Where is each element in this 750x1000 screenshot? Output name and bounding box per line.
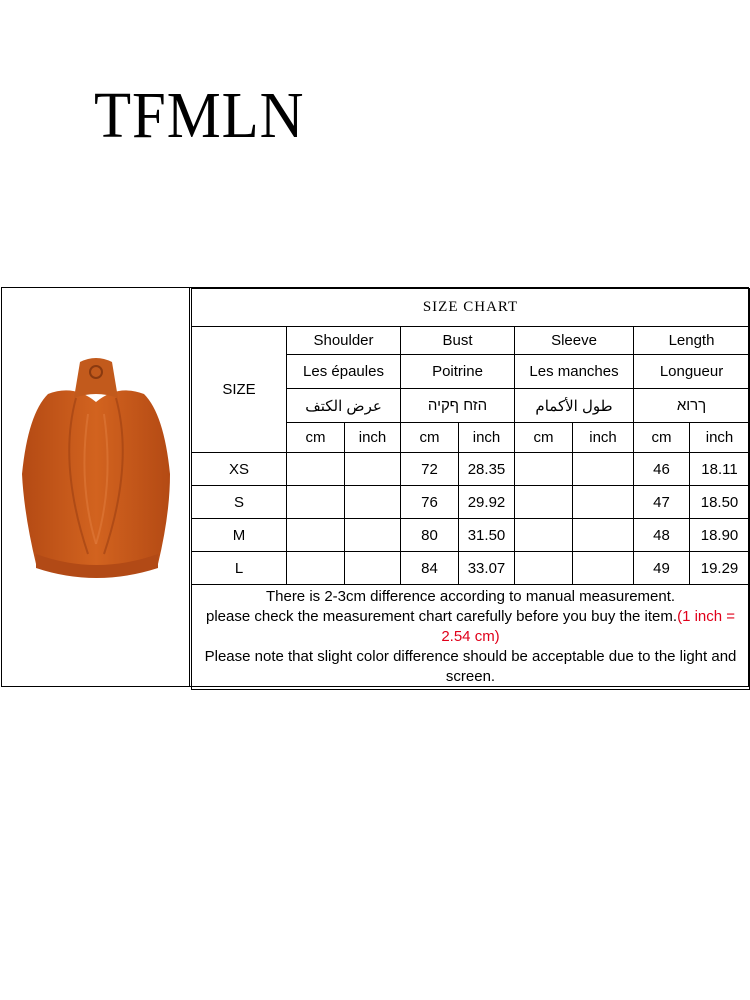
header-sleeve: Sleeve [515, 327, 634, 355]
header-bust: Bust [401, 327, 515, 355]
table-row [192, 486, 750, 519]
value-cell [345, 552, 401, 585]
header-bust-he: הזח ףקיה [401, 389, 515, 423]
size-cell: S [192, 486, 287, 519]
unit-cm: cm [401, 423, 459, 453]
value-cell: 18.11 [690, 453, 750, 486]
header-length: Length [634, 327, 750, 355]
note-line-1: There is 2-3cm difference according to manual measurement. [265, 588, 676, 605]
unit-inch: inch [690, 423, 750, 453]
header-length-fr: Longueur [634, 355, 750, 389]
unit-cm: cm [515, 423, 573, 453]
value-cell: 72 [401, 453, 459, 486]
header-shoulder-fr: Les épaules [287, 355, 401, 389]
product-image-halter-top [18, 354, 174, 594]
unit-inch: inch [459, 423, 515, 453]
header-shoulder-ar: عرض الكتف [287, 389, 401, 423]
value-cell [515, 453, 573, 486]
size-cell: M [192, 519, 287, 552]
value-cell: 84 [401, 552, 459, 585]
value-cell: 76 [401, 486, 459, 519]
value-cell [515, 552, 573, 585]
value-cell [287, 486, 345, 519]
value-cell [287, 552, 345, 585]
note-line-2 [198, 607, 743, 647]
brand-logo: TFMLN [94, 79, 305, 152]
value-cell: 31.50 [459, 519, 515, 552]
header-sleeve-fr: Les manches [515, 355, 634, 389]
value-cell [287, 453, 345, 486]
unit-inch: inch [345, 423, 401, 453]
value-cell [287, 519, 345, 552]
size-cell: XS [192, 453, 287, 486]
table-row [192, 552, 750, 585]
table-row [192, 453, 750, 486]
value-cell [573, 519, 634, 552]
value-cell [573, 486, 634, 519]
value-cell: 29.92 [459, 486, 515, 519]
note-inch-conversion: (1 inch = 2.54 cm) [441, 608, 736, 645]
size-chart-frame [1, 287, 749, 687]
value-cell: 49 [634, 552, 690, 585]
unit-inch: inch [573, 423, 634, 453]
size-cell: L [192, 552, 287, 585]
header-shoulder: Shoulder [287, 327, 401, 355]
value-cell: 18.50 [690, 486, 750, 519]
chart-title: SIZE CHART [192, 289, 750, 327]
size-column-header: SIZE [192, 327, 287, 453]
value-cell [573, 552, 634, 585]
note-line-2-text: please check the measurement chart carefully before you buy the item. [205, 608, 678, 625]
value-cell [515, 486, 573, 519]
table-row [192, 519, 750, 552]
value-cell: 19.29 [690, 552, 750, 585]
value-cell: 80 [401, 519, 459, 552]
value-cell: 48 [634, 519, 690, 552]
note-line-3: Please note that slight color difference should be acceptable due to the light and screen. [204, 648, 737, 685]
value-cell [345, 486, 401, 519]
measurement-notes [192, 585, 750, 690]
product-image-cell [2, 288, 190, 686]
value-cell: 28.35 [459, 453, 515, 486]
unit-cm: cm [634, 423, 690, 453]
header-length-he: ךרוא [634, 389, 750, 423]
header-sleeve-ar: طول الأكمام [515, 389, 634, 423]
value-cell: 18.90 [690, 519, 750, 552]
header-bust-fr: Poitrine [401, 355, 515, 389]
value-cell: 47 [634, 486, 690, 519]
size-chart-table [191, 288, 750, 690]
unit-cm: cm [287, 423, 345, 453]
value-cell [515, 519, 573, 552]
value-cell: 46 [634, 453, 690, 486]
value-cell [573, 453, 634, 486]
value-cell [345, 453, 401, 486]
value-cell [345, 519, 401, 552]
value-cell: 33.07 [459, 552, 515, 585]
